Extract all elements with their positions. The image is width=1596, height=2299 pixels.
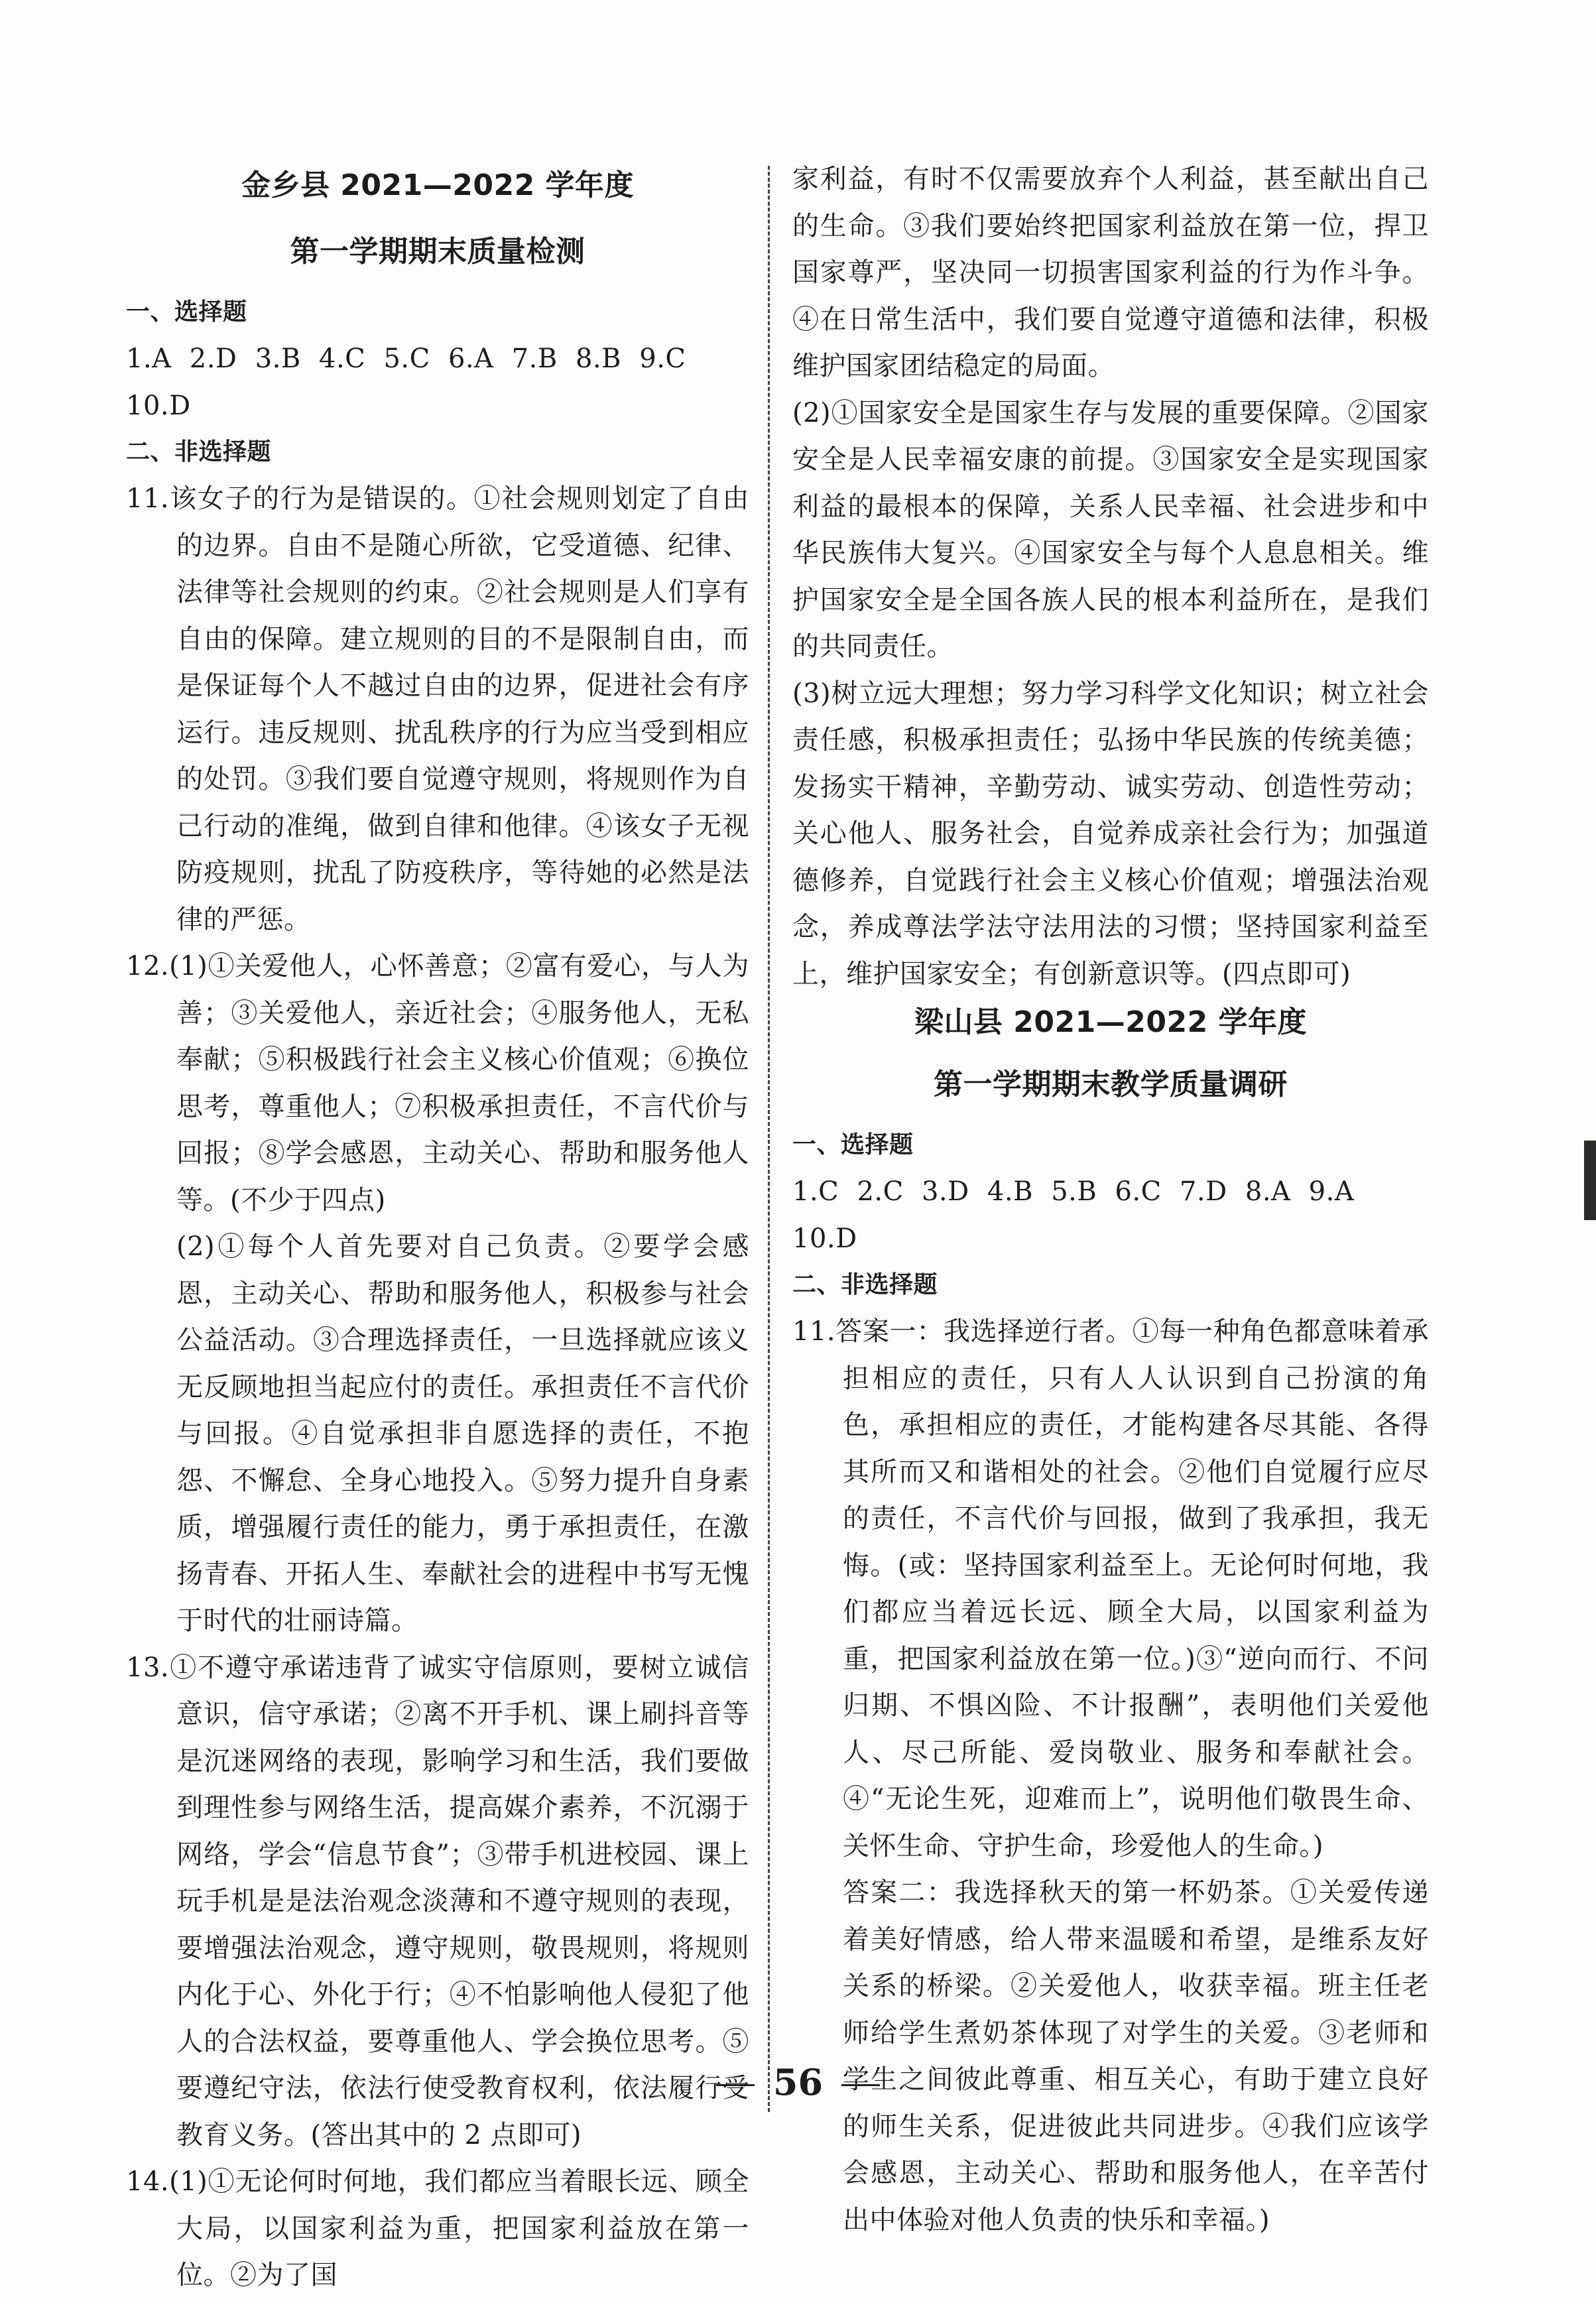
answer-13: 13.①不遵守承诺违背了诚实守信原则，要树立诚信意识，信守承诺；②离不开手机、课上刷抖音等是沉迷网络的表现，影响学习和生活，我们要做到理性参与网络生活，提高媒介素养，不沉溺于网络，学会“信息节食”；③带手机进校园、课上玩手机是是法治观念淡薄和不遵守规则的表现，要增强法治观念，遵守规则，敬畏规则，将规则内化于心、外化于行；④不怕影响他人侵犯了他人的合法权益，要尊重他人、学会换位思考。⑤要遵纪守法，依法行使受教育权利，依法履行受教育义务。(答出其中的 2 点即可) — [126, 1652, 749, 2150]
heading-choice-questions: 一、选择题 — [792, 1131, 914, 1158]
column-divider — [768, 166, 770, 2112]
left-column — [126, 133, 749, 2299]
choice-answers-line: 1.A 2.D 3.B 4.C 5.C 6.A 7.B 8.B 9.C — [126, 343, 686, 374]
page-number-value: 56 — [772, 2061, 824, 2103]
heading-non-choice-questions: 二、非选择题 — [792, 1271, 938, 1298]
section-title-jinxiang: 金乡县 2021—2022 学年度 — [241, 168, 635, 202]
answer-12-1: 12.(1)①关爱他人，心怀善意；②富有爱心，与人为善；③关爱他人，亲近社会；④服务他人，无私奉献；⑤积极践行社会主义核心价值观；⑥换位思考，尊重他人；⑦积极承担责任，不言代价与回报；⑧学会感恩，主动关心、帮助和服务他人等。(不少于四点) — [126, 951, 749, 1215]
page-number-dash — [716, 2084, 755, 2086]
section-title-liangshan: 梁山县 2021—2022 学年度 — [914, 1005, 1308, 1039]
answer-14-2: (2)①国家安全是国家生存与发展的重要保障。②国家安全是人民幸福安康的前提。③国家安全是实现国家利益的最根本的保障，关系人民幸福、社会进步和中华民族伟大复兴。④国家安全与每个人息息相关。维护国家安全是全国各族人民的根本利益所在，是我们的共同责任。 — [792, 397, 1429, 662]
answer-12-2: (2)①每个人首先要对自己负责。②要学会感恩，主动关心、帮助和服务他人，积极参与社会公益活动。③合理选择责任，一旦选择就应该义无反顾地担当起应付的责任。承担责任不言代价与回报。④自觉承担非自愿选择的责任，不抱怨、不懈怠、全身心地投入。⑤努力提升自身素质，增强履行责任的能力，勇于承担责任，在激扬青春、开拓人生、奉献社会的进程中书写无愧于时代的壮丽诗篇。 — [176, 1231, 749, 1636]
section-subtitle-jinxiang: 第一学期期末质量检测 — [290, 235, 585, 269]
answer-14-3: (3)树立远大理想；努力学习科学文化知识；树立社会责任感，积极承担责任；弘扬中华民族的传统美德；发扬实干精神，辛勤劳动、诚实劳动、创造性劳动；关心他人、服务社会，自觉养成亲社会行为；加强道德修养，自觉践行社会主义核心价值观；增强法治观念，养成尊法学法守法用法的习惯；坚持国家利益至上，维护国家安全；有创新意识等。(四点即可) — [792, 678, 1429, 989]
answer-11-option-2: 答案二：我选择秋天的第一杯奶茶。①关爱传递着美好情感，给人带来温暖和希望，是维系友好关系的桥梁。②关爱他人，收获幸福。班主任老师给学生煮奶茶体现了对学生的关爱。③老师和学生之间彼此尊重、相互关心，有助于建立良好的师生关系，促进彼此共同进步。④我们应该学会感恩，主动关心、帮助和服务他人，在辛苦付出中体验对他人负责的快乐和幸福。) — [843, 1877, 1429, 2235]
answer-11: 11.该女子的行为是错误的。①社会规则划定了自由的边界。自由不是随心所欲，它受道德、纪律、法律等社会规则的约束。②社会规则是人们享有自由的保障。建立规则的目的不是限制自由，而是保证每个人不越过自由的边界，促进社会有序运行。违反规则、扰乱秩序的行为应当受到相应的处罚。③我们要自觉遵守规则，将规则作为自己行动的准绳，做到自律和他律。④该女子无视防疫规则，扰乱了防疫秩序，等待她的必然是法律的严惩。 — [126, 483, 749, 935]
section-subtitle-liangshan: 第一学期期末教学质量调研 — [934, 1068, 1288, 1101]
answer-14-1-continued: 家利益，有时不仅需要放弃个人利益，甚至献出自己的生命。③我们要始终把国家利益放在第一位，捍卫国家尊严，坚决同一切损害国家利益的行为作斗争。④在日常生活中，我们要自觉遵守道德和法律，积极维护国家团结稳定的局面。 — [792, 164, 1429, 381]
page-number — [0, 2061, 1596, 2103]
page-number-dash — [841, 2084, 880, 2086]
choice-answers-line: 10.D — [126, 390, 191, 421]
scan-edge-mark — [1584, 1141, 1596, 1220]
answer-14-1: 14.(1)①无论何时何地，我们都应当着眼长远、顾全大局，以国家利益为重，把国家利益放在第一位。②为了国 — [126, 2166, 749, 2290]
right-column — [792, 156, 1429, 2243]
heading-choice-questions: 一、选择题 — [126, 298, 247, 326]
heading-non-choice-questions: 二、非选择题 — [126, 438, 272, 466]
answer-11-option-1: 11.答案一：我选择逆行者。①每一种角色都意味着承担相应的责任，只有人人认识到自己扮演的角色，承担相应的责任，才能构建各尽其能、各得其所而又和谐相处的社会。②他们自觉履行应尽的责任，不言代价与回报，做到了我承担，我无悔。(或：坚持国家利益至上。无论何时何地，我们都应当着远长远、顾全大局，以国家利益为重，把国家利益放在第一位。)③“逆向而行、不问归期、不惧凶险、不计报酬”，表明他们关爱他人、尽己所能、爱岗敬业、服务和奉献社会。④“无论生死，迎难而上”，说明他们敬畏生命、关怀生命、守护生命，珍爱他人的生命。) — [792, 1316, 1429, 1861]
choice-answers-line: 10.D — [792, 1223, 857, 1254]
choice-answers-line: 1.C 2.C 3.D 4.B 5.B 6.C 7.D 8.A 9.A — [792, 1176, 1355, 1207]
